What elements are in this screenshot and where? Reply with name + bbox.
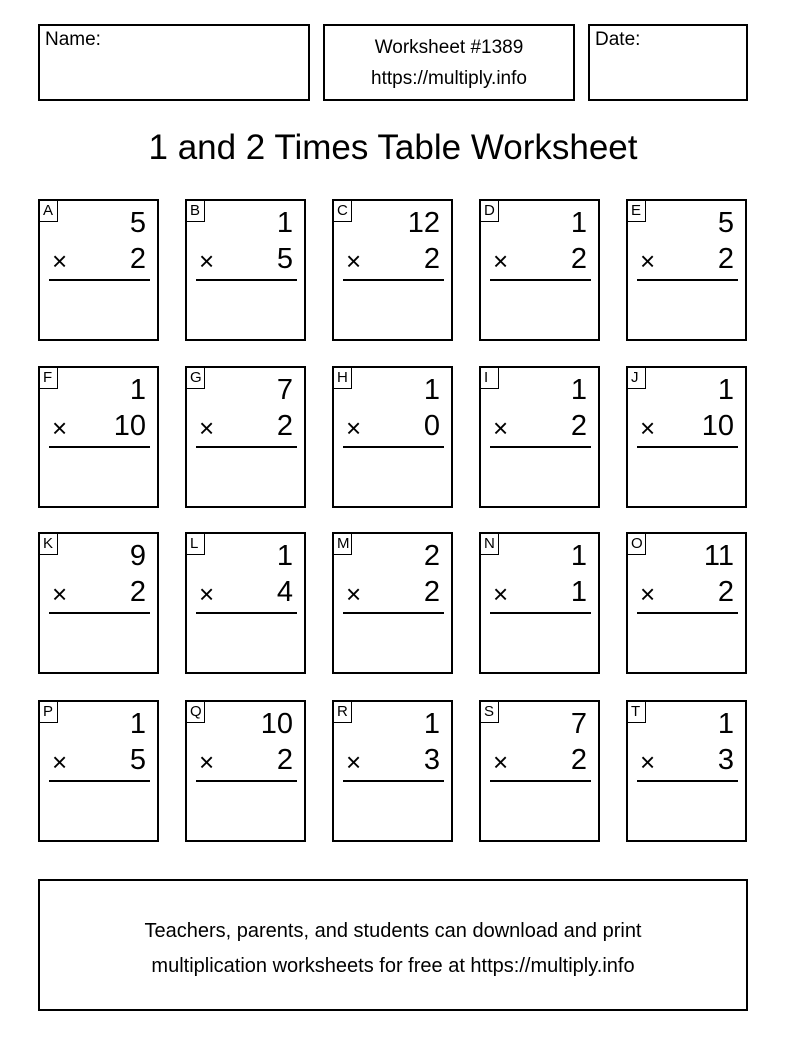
problem-card[interactable] — [479, 199, 600, 341]
multiplicand: 1 — [717, 708, 734, 740]
answer-line — [49, 612, 150, 614]
problem-letter: R — [334, 702, 352, 723]
problem-letter: A — [40, 201, 58, 222]
times-sign-icon: × — [52, 579, 68, 609]
problem-card[interactable] — [332, 700, 453, 842]
multiplicand: 1 — [276, 207, 293, 239]
multiplicand: 1 — [717, 374, 734, 406]
answer-line — [343, 446, 444, 448]
problem-letter: J — [628, 368, 646, 389]
answer-line — [490, 279, 591, 281]
times-sign-icon: × — [493, 579, 509, 609]
times-sign-icon: × — [493, 747, 509, 777]
multiplicand: 1 — [129, 708, 146, 740]
multiplier: 2 — [717, 243, 734, 275]
multiplicand: 11 — [703, 540, 734, 572]
answer-line — [196, 279, 297, 281]
multiplicand: 1 — [570, 540, 587, 572]
multiplier: 3 — [423, 744, 440, 776]
multiplicand: 7 — [570, 708, 587, 740]
page-title: 1 and 2 Times Table Worksheet — [148, 128, 638, 167]
multiplicand: 12 — [407, 207, 440, 239]
problem-letter: P — [40, 702, 58, 723]
problem-letter: H — [334, 368, 352, 389]
multiplier: 3 — [717, 744, 734, 776]
problem-letter: O — [628, 534, 646, 555]
problem-letter: Q — [187, 702, 205, 723]
answer-line — [343, 780, 444, 782]
answer-line — [490, 780, 591, 782]
answer-line — [196, 612, 297, 614]
multiplicand: 1 — [570, 207, 587, 239]
times-sign-icon: × — [640, 246, 656, 276]
answer-line — [490, 612, 591, 614]
problem-card[interactable] — [479, 532, 600, 674]
multiplier: 2 — [570, 243, 587, 275]
multiplicand: 9 — [129, 540, 146, 572]
problem-card[interactable] — [38, 366, 159, 508]
multiplicand: 2 — [423, 540, 440, 572]
problem-card[interactable] — [626, 700, 747, 842]
name-label: Name: — [45, 29, 101, 50]
answer-line — [343, 612, 444, 614]
times-sign-icon: × — [346, 579, 362, 609]
multiplicand: 10 — [260, 708, 293, 740]
problem-card[interactable] — [626, 199, 747, 341]
answer-line — [196, 446, 297, 448]
times-sign-icon: × — [199, 747, 215, 777]
answer-line — [637, 279, 738, 281]
multiplier: 2 — [129, 576, 146, 608]
times-sign-icon: × — [640, 413, 656, 443]
multiplier: 10 — [701, 410, 734, 442]
problem-card[interactable] — [185, 532, 306, 674]
problem-letter: N — [481, 534, 499, 555]
times-sign-icon: × — [493, 413, 509, 443]
problem-card[interactable] — [626, 366, 747, 508]
multiplicand: 7 — [276, 374, 293, 406]
footer-box — [38, 879, 748, 1011]
times-sign-icon: × — [199, 246, 215, 276]
problem-card[interactable] — [185, 199, 306, 341]
problem-card[interactable] — [38, 700, 159, 842]
worksheet-info-box — [323, 24, 575, 101]
website-link[interactable]: https://multiply.info — [371, 67, 527, 89]
answer-line — [49, 780, 150, 782]
problem-letter: S — [481, 702, 499, 723]
problem-letter: I — [481, 368, 499, 389]
multiplicand: 1 — [423, 708, 440, 740]
multiplicand: 1 — [570, 374, 587, 406]
problem-letter: G — [187, 368, 205, 389]
multiplier: 4 — [276, 576, 293, 608]
problem-letter: C — [334, 201, 352, 222]
multiplier: 0 — [423, 410, 440, 442]
problem-card[interactable] — [332, 366, 453, 508]
answer-line — [343, 279, 444, 281]
multiplicand: 5 — [129, 207, 146, 239]
date-field-box[interactable] — [588, 24, 748, 101]
times-sign-icon: × — [640, 579, 656, 609]
answer-line — [196, 780, 297, 782]
times-sign-icon: × — [346, 747, 362, 777]
answer-line — [637, 780, 738, 782]
multiplier: 2 — [717, 576, 734, 608]
problem-letter: T — [628, 702, 646, 723]
times-sign-icon: × — [52, 413, 68, 443]
problem-card[interactable] — [185, 700, 306, 842]
multiplier: 5 — [276, 243, 293, 275]
times-sign-icon: × — [346, 246, 362, 276]
multiplicand: 1 — [276, 540, 293, 572]
multiplier: 1 — [570, 576, 587, 608]
footer-line-1: Teachers, parents, and students can download and print — [144, 920, 642, 942]
problem-letter: D — [481, 201, 499, 222]
problem-card[interactable] — [38, 532, 159, 674]
answer-line — [637, 446, 738, 448]
multiplicand: 1 — [129, 374, 146, 406]
times-sign-icon: × — [493, 246, 509, 276]
problem-card[interactable] — [38, 199, 159, 341]
times-sign-icon: × — [52, 246, 68, 276]
problem-letter: K — [40, 534, 58, 555]
problem-letter: E — [628, 201, 646, 222]
problem-letter: B — [187, 201, 205, 222]
worksheet-number: Worksheet #1389 — [374, 36, 524, 58]
times-sign-icon: × — [52, 747, 68, 777]
problem-card[interactable] — [332, 532, 453, 674]
multiplicand: 5 — [717, 207, 734, 239]
times-sign-icon: × — [199, 579, 215, 609]
multiplicand: 1 — [423, 374, 440, 406]
times-sign-icon: × — [640, 747, 656, 777]
problem-card[interactable] — [479, 366, 600, 508]
multiplier: 2 — [276, 410, 293, 442]
problem-letter: M — [334, 534, 352, 555]
times-sign-icon: × — [346, 413, 362, 443]
problem-card[interactable] — [332, 199, 453, 341]
name-field-box[interactable] — [38, 24, 310, 101]
multiplier: 2 — [570, 410, 587, 442]
answer-line — [637, 612, 738, 614]
multiplier: 2 — [423, 576, 440, 608]
problem-card[interactable] — [479, 700, 600, 842]
multiplier: 2 — [276, 744, 293, 776]
answer-line — [490, 446, 591, 448]
date-label: Date: — [595, 29, 641, 50]
problem-letter: L — [187, 534, 205, 555]
problem-card[interactable] — [185, 366, 306, 508]
times-sign-icon: × — [199, 413, 215, 443]
footer-line-2: multiplication worksheets for free at https://multiply.info — [151, 955, 635, 977]
multiplier: 2 — [570, 744, 587, 776]
answer-line — [49, 279, 150, 281]
problem-letter: F — [40, 368, 58, 389]
answer-line — [49, 446, 150, 448]
multiplier: 10 — [113, 410, 146, 442]
multiplier: 2 — [423, 243, 440, 275]
problem-card[interactable] — [626, 532, 747, 674]
multiplier: 2 — [129, 243, 146, 275]
multiplier: 5 — [129, 744, 146, 776]
